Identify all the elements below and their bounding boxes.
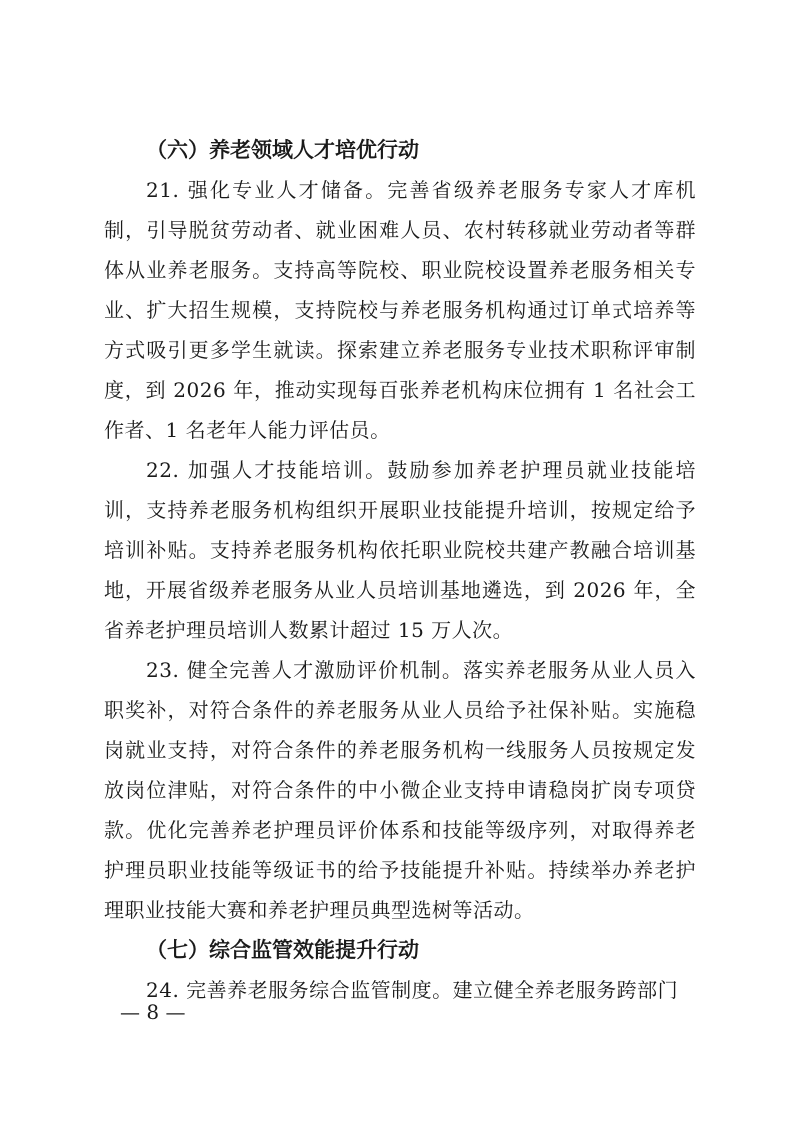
section-heading-6: （六）养老领域人才培优行动	[146, 137, 419, 162]
page-number: — 8 —	[120, 1000, 186, 1024]
document-body	[104, 130, 696, 1010]
paragraph-24: 24. 完善养老服务综合监管制度。建立健全养老服务跨部门	[146, 978, 679, 1002]
paragraph-22: 22. 加强人才技能培训。鼓励参加养老护理员就业技能培训，支持养老服务机构组织开展职业技能提升培训，按规定给予培训补贴。支持养老服务机构依托职业院校共建产教融合培训基地，开展省级养老服务从业人员培训基地遴选，到 2026 年，全省养老护理员培训人数累计超过 15 万人次。	[104, 458, 696, 642]
paragraph-21: 21. 强化专业人才储备。完善省级养老服务专家人才库机制，引导脱贫劳动者、就业困难人员、农村转移就业劳动者等群体从业养老服务。支持高等院校、职业院校设置养老服务相关专业、扩大招生规模，支持院校与养老服务机构通过订单式培养等方式吸引更多学生就读。探索建立养老服务专业技术职称评审制度，到 2026 年，推动实现每百张养老机构床位拥有 1 名社会工作者、1 名老年人能力评估员。	[104, 178, 696, 442]
section-heading-7: （七）综合监管效能提升行动	[146, 937, 419, 962]
paragraph-23: 23. 健全完善人才激励评价机制。落实养老服务从业人员入职奖补，对符合条件的养老服务从业人员给予社保补贴。实施稳岗就业支持，对符合条件的养老服务机构一线服务人员按规定发放岗位津贴，对符合条件的中小微企业支持申请稳岗扩岗专项贷款。优化完善养老护理员评价体系和技能等级序列，对取得养老护理员职业技能等级证书的给予技能提升补贴。持续举办养老护理职业技能大赛和养老护理员典型选树等活动。	[104, 658, 696, 922]
